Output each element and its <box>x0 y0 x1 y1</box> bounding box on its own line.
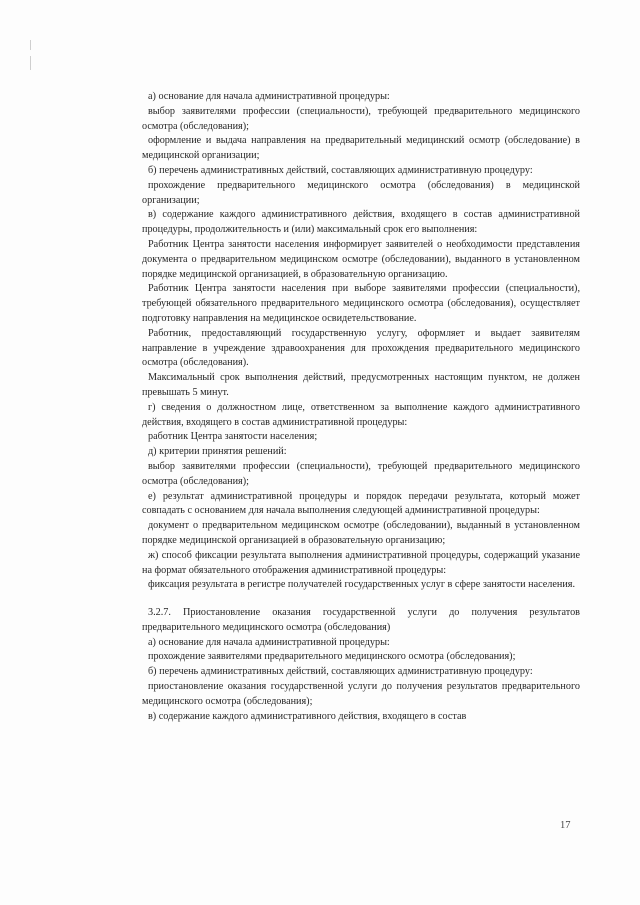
paragraph: б) перечень административных действий, составляющих административную процедуру: <box>148 666 533 678</box>
paragraph: Работник Центра занятости населения при выборе заявителями профессии (специальности), требующей обязательного предварительного медицинского осмотра (обследования), осуществляет подготовку направления на медицинское освидетельствование. <box>142 283 580 324</box>
paragraph: прохождение заявителями предварительного медицинского осмотра (обследования); <box>148 651 516 663</box>
scan-edge-mark <box>30 40 31 50</box>
paragraph: выбор заявителями профессии (специальности), требующей предварительного медицинского осмотра (обследования); <box>142 105 580 132</box>
paragraph: г) сведения о должностном лице, ответственном за выполнение каждого административного действия, входящего в состав административной процедуры: <box>142 401 580 428</box>
paragraph: д) критерии принятия решений: <box>148 446 287 458</box>
paragraph: Работник Центра занятости населения информирует заявителей о необходимости представления документа о предварительном медицинском осмотре (обследовании), выданного в установленном порядке медицинской организацией, в образовательную организацию. <box>142 238 580 280</box>
paragraph: прохождение предварительного медицинского осмотра (обследования) в медицинской организации; <box>142 179 580 206</box>
paragraph: ж) способ фиксации результата выполнения административной процедуры, содержащий указание на формат обязательного отображения административной процедуры: <box>142 549 580 576</box>
paragraph: Максимальный срок выполнения действий, предусмотренных настоящим пунктом, не должен превышать 5 минут. <box>142 372 580 398</box>
paragraph: Работник, предоставляющий государственную услугу, оформляет и выдает заявителям направление в учреждение здравоохранения для прохождения предварительного медицинского осмотра (обследования). <box>142 327 580 369</box>
paragraph: оформление и выдача направления на предварительный медицинский осмотр (обследование) в медицинской организации; <box>142 135 580 162</box>
paragraph: выбор заявителями профессии (специальности), требующей предварительного медицинского осмотра (обследования); <box>142 460 580 487</box>
paragraph: фиксация результата в регистре получателей государственных услуг в сфере занятости населения. <box>148 579 576 591</box>
paragraph: работник Центра занятости населения; <box>148 431 318 443</box>
paragraph: б) перечень административных действий, составляющих административную процедуру: <box>148 164 533 176</box>
paragraph: в) содержание каждого административного действия, входящего в состав административной процедуры, продолжительность и (или) максимальный срок его выполнения: <box>142 209 580 236</box>
document-body <box>142 90 580 724</box>
paragraph: в) содержание каждого административного действия, входящего в состав <box>148 710 467 722</box>
paragraph: приостановление оказания государственной услуги до получения результатов предварительного медицинского осмотра (обследования); <box>142 681 580 707</box>
paragraph: а) основание для начала административной процедуры: <box>148 636 390 648</box>
paragraph: е) результат административной процедуры и порядок передачи результата, который может совпадать с основанием для начала выполнения следующей административной процедуры: <box>142 490 580 517</box>
section-heading: 3.2.7. Приостановление оказания государственной услуги до получения результатов предварительного медицинского осмотра (обследования) <box>142 607 580 633</box>
paragraph: документ о предварительном медицинском осмотре (обследовании), выданный в установленном порядке медицинской организацией в образовательную организацию; <box>142 520 580 546</box>
paragraph: а) основание для начала административной процедуры: <box>148 91 390 102</box>
scan-edge-mark <box>30 56 31 70</box>
page-number: 17 <box>560 820 571 831</box>
